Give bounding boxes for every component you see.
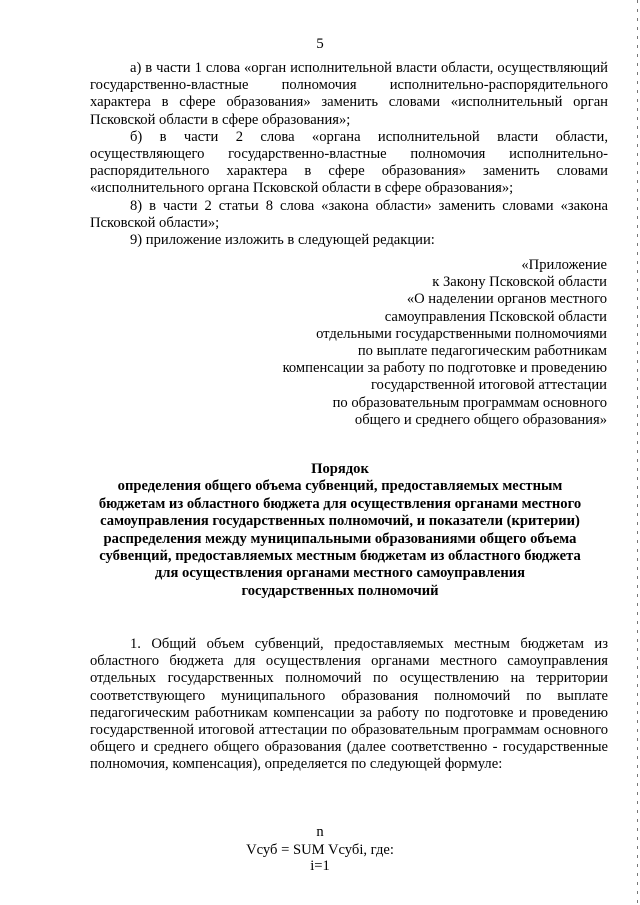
appendix-line: «О наделении органов местного: [406, 291, 607, 308]
appendix-line: компенсации за работу по подготовке и проведению: [282, 360, 607, 377]
item-8: 8) в части 2 статьи 8 слова «закона области» заменить словами «закона Псковской области»;: [90, 197, 608, 231]
formula-upper-limit: n: [316, 824, 324, 840]
title-line: распределения между муниципальными образованиями общего объема: [103, 530, 577, 547]
procedure-title: [80, 461, 600, 600]
title-line: самоуправления государственных полномочий, и показатели (критерии): [100, 513, 580, 530]
page-number: 5: [316, 36, 324, 52]
title-line: бюджетам из областного бюджета для осуществления органами местного: [98, 495, 582, 512]
page-edge-marks: [637, 0, 638, 905]
item-9: 9) приложение изложить в следующей редакции:: [130, 232, 435, 249]
title-line: для осуществления органами местного самоуправления: [154, 565, 526, 582]
appendix-line: по выплате педагогическим работникам: [357, 343, 607, 360]
amendments-block: [90, 60, 608, 249]
appendix-line: отдельными государственными полномочиями: [316, 325, 607, 342]
appendix-line: к Закону Псковской области: [432, 274, 607, 291]
title-line: государственных полномочий: [241, 582, 439, 599]
appendix-line: «Приложение: [521, 257, 607, 273]
appendix-line: по образовательным программам основного: [332, 394, 607, 411]
appendix-line: самоуправления Псковской области: [384, 308, 607, 325]
title-line: субвенций, предоставляемых местным бюджетам из областного бюджета: [99, 548, 581, 565]
appendix-line: государственной итоговой аттестации: [370, 377, 607, 394]
formula-main: Vсуб = SUM Vсубi, где:: [246, 842, 394, 858]
clause-1: 1. Общий объем субвенций, предоставляемых местным бюджетам из областного бюджета для осуществления органами местного самоуправления отдельных государственных полномочий по осуществлению на территории соответствующего муниципального образования полномочий по выплате педагогическим работникам компенсации за работу по подготовке и проведению государственной итоговой аттестации по образовательным программам основного общего и среднего общего образования (далее соответственно - государственные полномочия, компенсация), определяется по следующей формуле:: [90, 636, 608, 773]
formula-lower-limit: i=1: [310, 858, 330, 874]
item-b: б) в части 2 слова «органа исполнительной власти области, осуществляющего государственно-властные полномочия исполнительно-распорядительного характера в сфере образования» заменить словами «исполнительного органа Псковской области в сфере образования»;: [90, 128, 608, 197]
title-line: определения общего объема субвенций, предоставляемых местным: [117, 478, 563, 495]
appendix-line: общего и среднего общего образования»: [354, 411, 607, 428]
appendix-heading: [283, 257, 607, 429]
title-line: Порядок: [311, 461, 369, 477]
clause-1-block: [90, 636, 608, 774]
item-a: а) в части 1 слова «орган исполнительной власти области, осуществляющий государственно-властные полномочия исполнительно-распорядительного характера в сфере образования» заменить словами «исполнительный орган Псковской области в сфере образования»;: [90, 60, 608, 128]
